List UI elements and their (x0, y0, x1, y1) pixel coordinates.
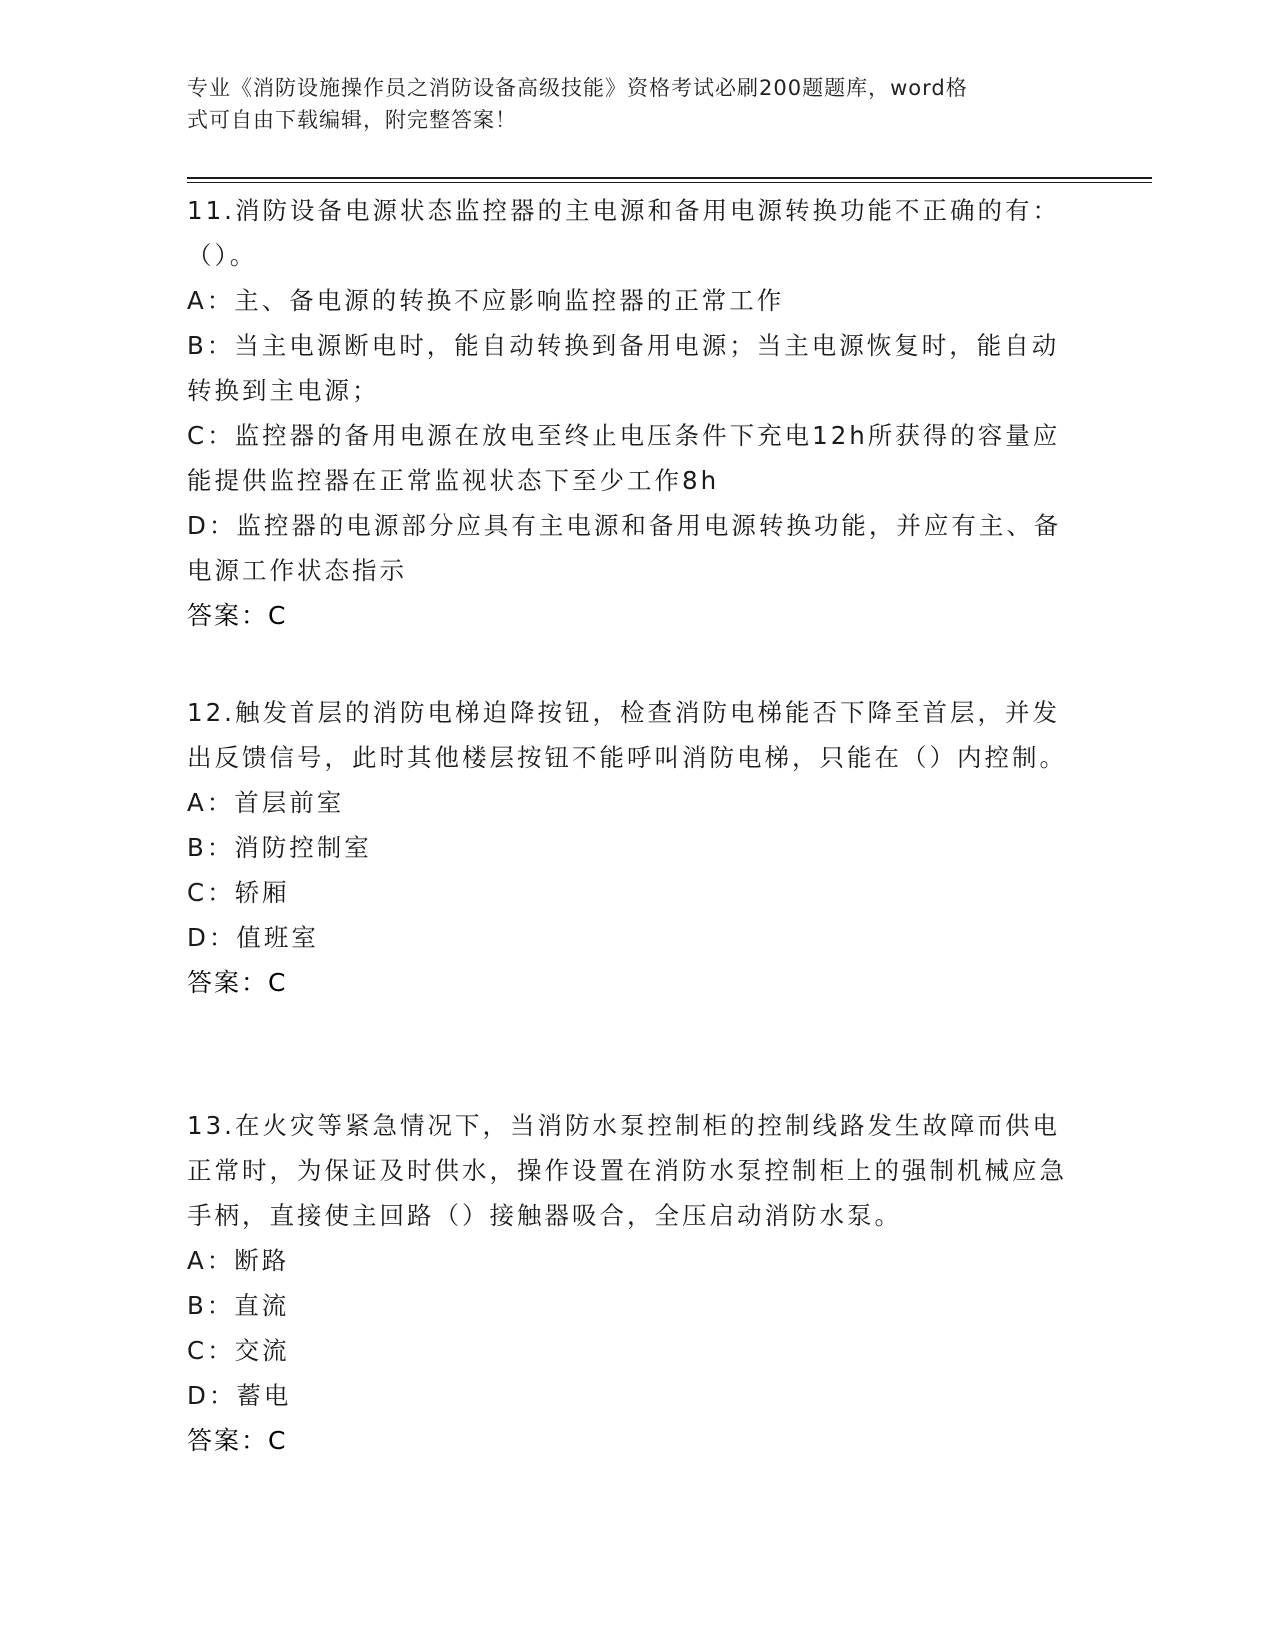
option-b: B：直流 (187, 1291, 290, 1320)
answer: 答案：C (187, 1426, 288, 1455)
question-text: 12.触发首层的消防电梯迫降按钮，检查消防电梯能否下降至首层，并发出反馈信号，此时其他楼层按钮不能呼叫消防电梯，只能在（）内控制。 (187, 698, 1067, 772)
option-c: C：监控器的备用电源在放电至终止电压条件下充电12h所获得的容量应能提供监控器在正常监视状态下至少工作8h (187, 421, 1061, 495)
question-12 (187, 690, 1067, 1005)
option-b: B：消防控制室 (187, 833, 372, 862)
option-a: A：断路 (187, 1246, 290, 1275)
option-d: D：监控器的电源部分应具有主电源和备用电源转换功能，并应有主、备电源工作状态指示 (187, 511, 1062, 585)
option-d: D：值班室 (187, 923, 319, 952)
question-13 (187, 1103, 1067, 1463)
question-text: 13.在火灾等紧急情况下，当消防水泵控制柜的控制线路发生故障而供电正常时，为保证及时供水，操作设置在消防水泵控制柜上的强制机械应急手柄，直接使主回路（）接触器吸合，全压启动消防水泵。 (187, 1111, 1067, 1230)
option-b: B：当主电源断电时，能自动转换到备用电源；当主电源恢复时，能自动转换到主电源； (187, 331, 1060, 405)
question-11 (187, 188, 1067, 638)
answer: 答案：C (187, 601, 288, 630)
option-a: A：首层前室 (187, 788, 345, 817)
header-divider-thick (187, 177, 1152, 179)
option-c: C：轿厢 (187, 878, 290, 907)
option-c: C：交流 (187, 1336, 290, 1365)
document-header (187, 72, 1067, 136)
answer: 答案：C (187, 968, 288, 997)
option-d: D：蓄电 (187, 1381, 292, 1410)
question-text: 11.消防设备电源状态监控器的主电源和备用电源转换功能不正确的有：（）。 (187, 196, 1060, 270)
header-line-2: 式可自由下载编辑，附完整答案！ (187, 108, 517, 132)
header-divider-thin (187, 182, 1152, 183)
header-line-1: 专业《消防设施操作员之消防设备高级技能》资格考试必刷200题题库，word格 (187, 76, 968, 100)
option-a: A：主、备电源的转换不应影响监控器的正常工作 (187, 286, 785, 315)
